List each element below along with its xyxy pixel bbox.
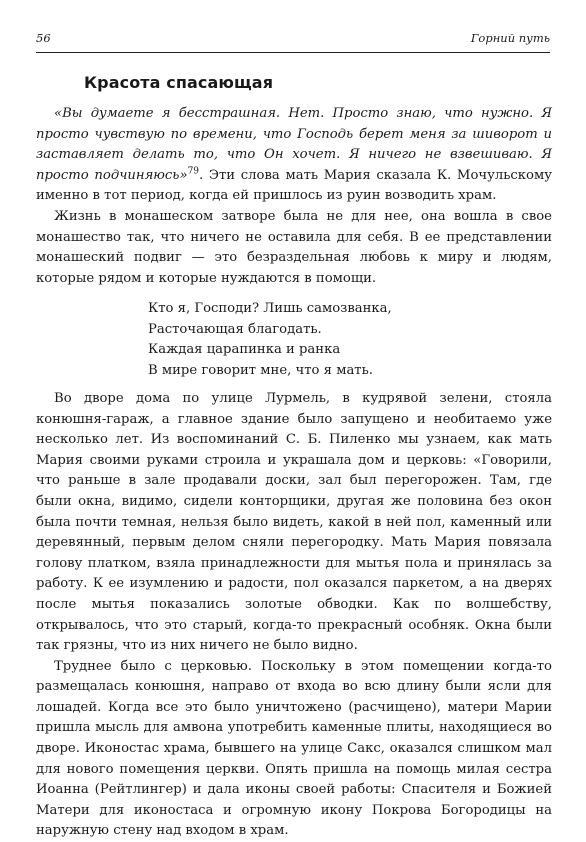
header-rule bbox=[36, 52, 550, 53]
footnote-marker: 79 bbox=[187, 166, 200, 177]
page-number: 56 bbox=[36, 31, 51, 45]
paragraph-3: Во дворе дома по улице Лурмель, в кудрявой зелени, стояла конюшня-гараж, а главное здание было запущено и необитаемо уже несколько лет. Из воспоминаний С. Б. Пиленко мы узнаем, как мать Мария своими руками строила и украшала дом и церковь: «Говорили, что раньше в зале продавали доски, зал был перегорожен. Там, где были окна, видимо, сидели конторщики, другая же половина без окон была почти темная, нельзя было видеть, какой в ней пол, каменный или деревянный, первым делом сняли перегородку. Мать Мария повязала голову платком, взяла принадлежности для мытья пола и принялась за работу. К ее изумлению и радости, пол оказался паркетом, а на дверях после мытья показались золотые обводки. Как по волшебству, открывалось, что это старый, когда-то прекрасный особняк. Окна были так грязны, что из них ничего не было видно. bbox=[36, 390, 552, 654]
section-title: Красота спасающая bbox=[84, 73, 274, 92]
running-title: Горний путь bbox=[470, 31, 550, 45]
quote-text: «Вы думаете я бесстрашная. Нет. Просто знаю, что нужно. Я просто чувствую по времени, что Господь берет меня за шиворот и заставляет делать то, что Он хочет. Я ничего не взвешиваю. Я просто подчиняюсь» bbox=[36, 106, 552, 183]
poem-line: Расточающая благодать. bbox=[148, 321, 322, 337]
poem bbox=[148, 299, 552, 381]
poem-line: Каждая царапинка и ранка bbox=[148, 342, 341, 358]
paragraph-4: Труднее было с церковью. Поскольку в этом помещении когда-то размещалась конюшня, направо от входа во всю длину были ясли для лошадей. Когда все это было уничтожено (расчищено), матери Марии пришла мысль для амвона употребить каменные плиты, находящиеся во дворе. Иконостас храма, бывшего на улице Сакс, оказался слишком мал для нового помещения церкви. Опять пришла на помощь милая сестра Иоанна (Рейтлингер) и дала иконы своей работы: Спасителя и Божией Матери для иконостаса и огромную икону Покрова Богородицы на наружную стену над входом в храм. bbox=[36, 658, 552, 839]
paragraph-1 bbox=[36, 104, 552, 207]
page-header bbox=[36, 31, 550, 45]
poem-line: В мире говорит мне, что я мать. bbox=[148, 362, 373, 378]
paragraph-2: Жизнь в монашеском затворе была не для нее, она вошла в свое монашество так, что ничего не оставила для себя. В ее представлении монашеский подвиг — это безраздельная любовь к миру и людям, которые рядом и которые нуждаются в помощи. bbox=[36, 208, 552, 286]
poem-line: Кто я, Господи? Лишь самозванка, bbox=[148, 301, 392, 317]
paragraph-1-text: . Эти слова мать Мария сказала К. Мочульскому именно в тот период, когда ей пришлось из руин возводить храм. bbox=[36, 167, 552, 204]
body-text bbox=[36, 104, 552, 842]
